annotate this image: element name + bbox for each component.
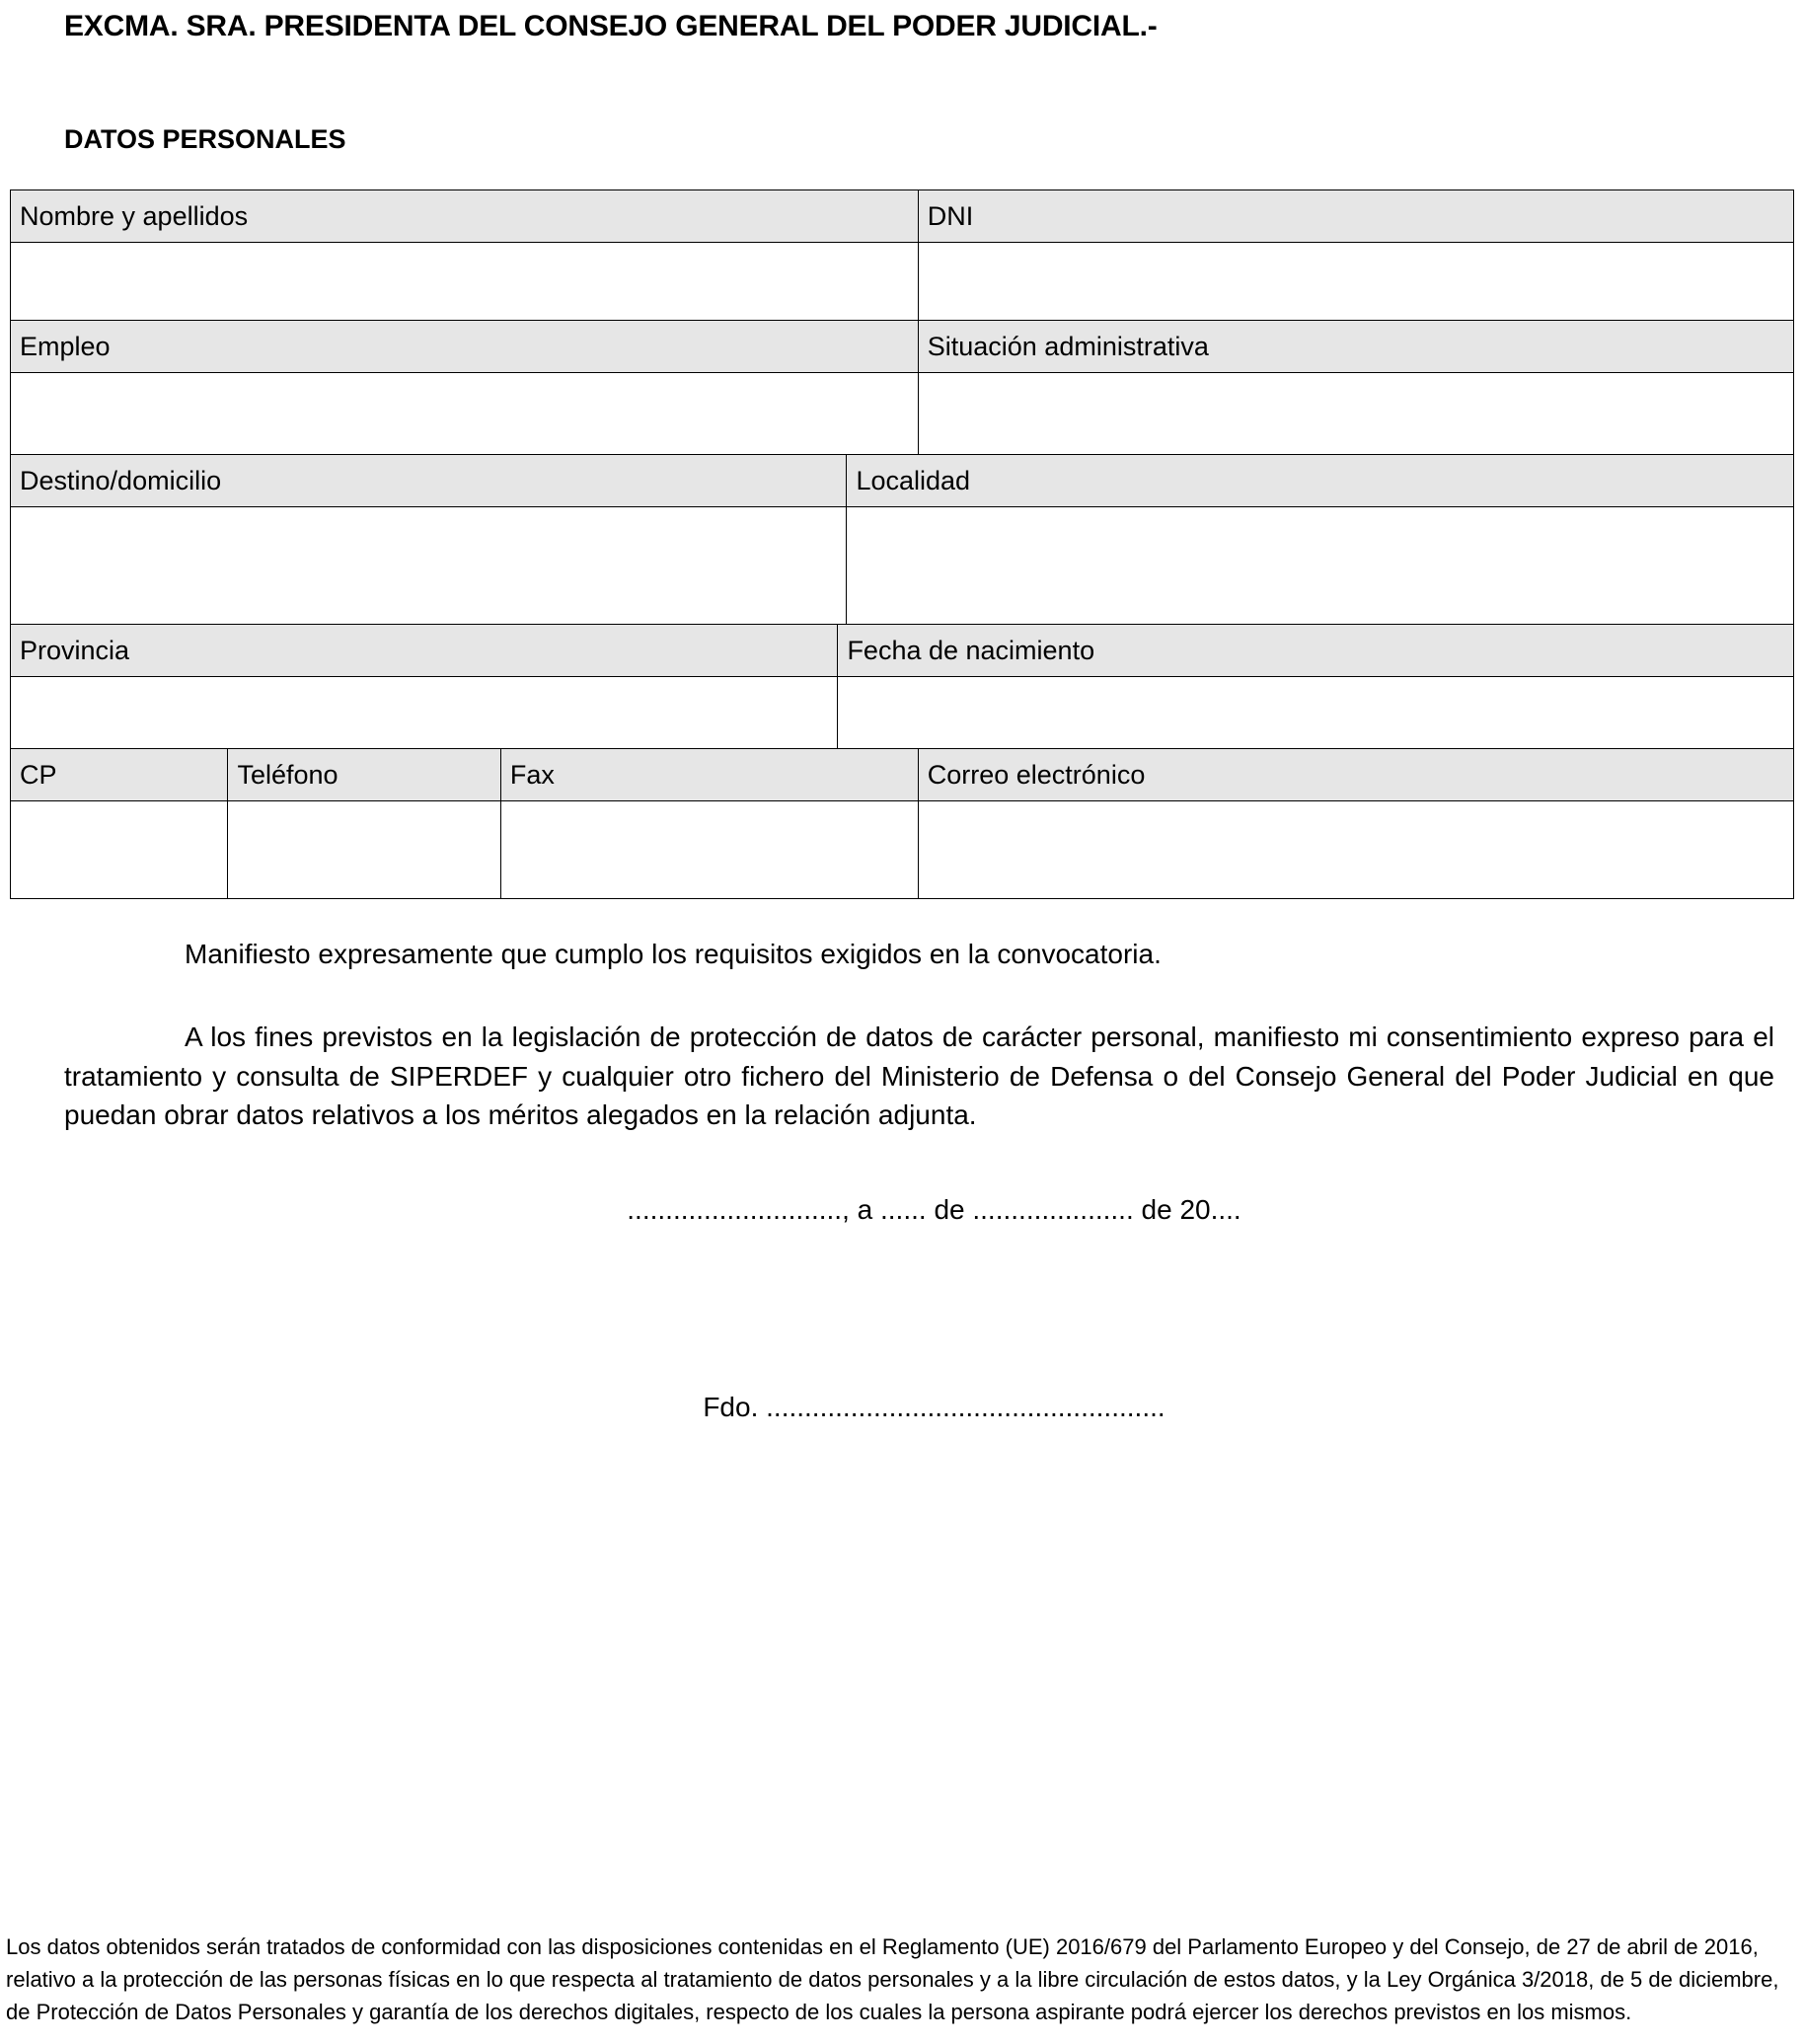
label-provincia: Provincia [11,625,838,677]
table-row [11,373,1794,455]
table-row [11,749,1794,801]
signature-line[interactable]: Fdo. .................................................... [703,1391,1165,1422]
field-fecha-de-nacimiento[interactable] [838,677,1794,749]
table-row [11,801,1794,899]
label-cp: CP [11,749,228,801]
declaration-block [10,899,1794,1427]
field-telefono[interactable] [228,801,500,899]
label-nombre-y-apellidos: Nombre y apellidos [11,190,919,243]
field-situacion-administrativa[interactable] [918,373,1793,455]
field-cp[interactable] [11,801,228,899]
label-destino-domicilio: Destino/domicilio [11,455,847,507]
label-localidad: Localidad [847,455,1794,507]
table-row [11,455,1794,507]
personal-data-table [10,189,1794,899]
declaration-paragraph-proteccion-datos: A los fines previstos en la legislación de protección de datos de carácter personal, manifiesto mi consentimiento expreso para el tratamiento y consulta de SIPERDEF y cualquier otro fichero del Ministerio de Defensa o del Consejo General del Poder Judicial en que puedan obrar datos relativos a los méritos alegados en la relación adjunta. [64,1021,1774,1131]
section-heading-datos-personales: DATOS PERSONALES [64,123,346,154]
table-row [11,507,1794,625]
field-localidad[interactable] [847,507,1794,625]
field-dni[interactable] [918,243,1793,321]
table-row [11,321,1794,373]
table-row [11,190,1794,243]
label-correo-electronico: Correo electrónico [918,749,1793,801]
field-correo-electronico[interactable] [918,801,1793,899]
date-place-line[interactable]: ............................, a ...... de ..................... de 20.... [627,1194,1241,1226]
legal-privacy-note-text: Los datos obtenidos serán tratados de conformidad con las disposiciones contenidas en el Reglamento (UE) 2016/679 del Parlamento Europeo y del Consejo, de 27 de abril de 2016, relativo a la protección de las personas físicas en lo que respecta al tratamiento de datos personales y a la libre circulación de estos datos, y la Ley Orgánica 3/2018, de 5 de diciembre, de Protección de Datos Personales y garantía de los derechos digitales, respecto de los cuales la persona aspirante podrá ejercer los derechos previstos en los mismos. [6,1934,1779,2024]
label-dni: DNI [918,190,1793,243]
table-row [11,677,1794,749]
label-fax: Fax [500,749,918,801]
label-fecha-de-nacimiento: Fecha de nacimiento [838,625,1794,677]
page-title: EXCMA. SRA. PRESIDENTA DEL CONSEJO GENERAL DEL PODER JUDICIAL.- [64,10,1158,42]
field-provincia[interactable] [11,677,838,749]
table-row [11,243,1794,321]
declaration-paragraph-requisitos: Manifiesto expresamente que cumplo los requisitos exigidos en la convocatoria. [185,939,1162,970]
label-situacion-administrativa: Situación administrativa [918,321,1793,373]
field-fax[interactable] [500,801,918,899]
field-nombre-y-apellidos[interactable] [11,243,919,321]
field-empleo[interactable] [11,373,919,455]
field-destino-domicilio[interactable] [11,507,847,625]
label-empleo: Empleo [11,321,919,373]
legal-privacy-note [0,1930,1804,2028]
label-telefono: Teléfono [228,749,500,801]
table-row [11,625,1794,677]
